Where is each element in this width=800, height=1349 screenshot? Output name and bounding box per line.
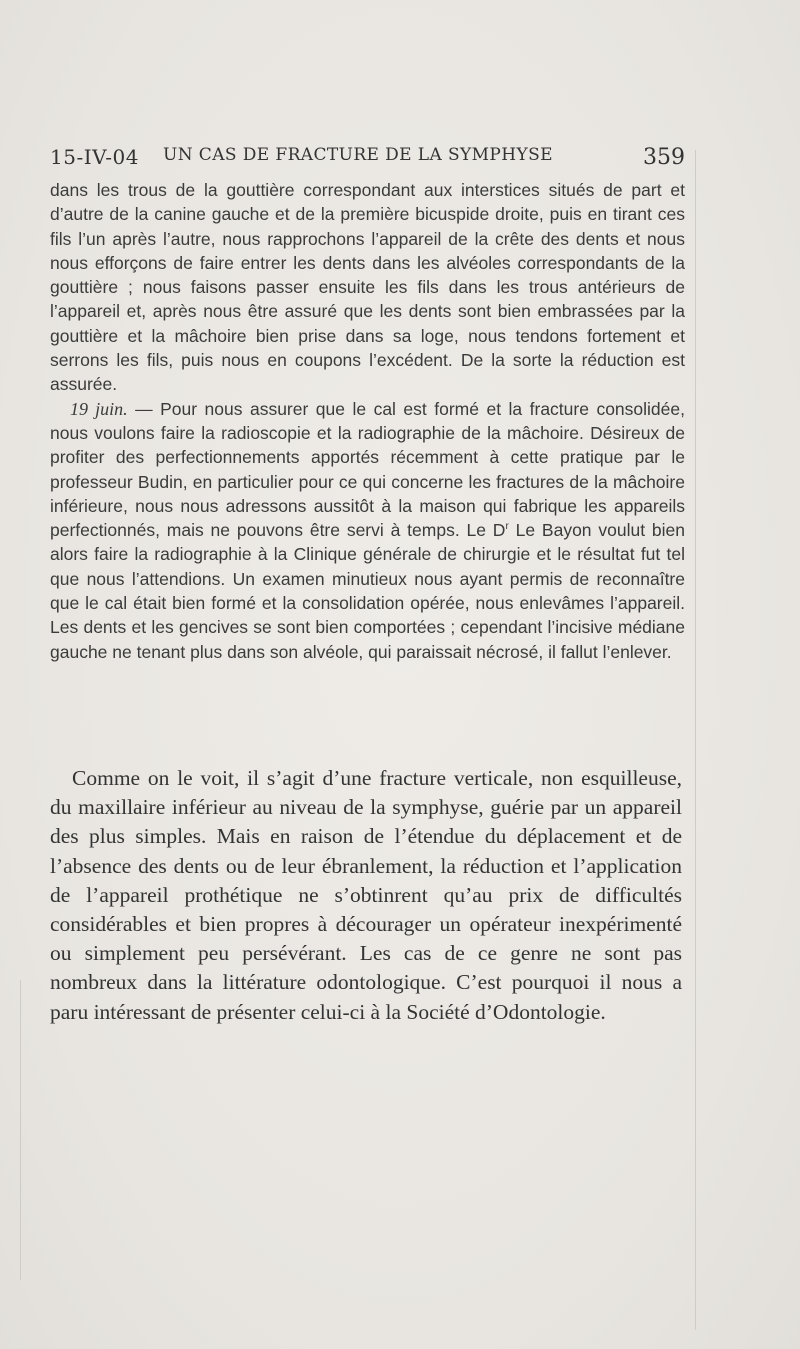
running-header	[50, 140, 685, 176]
doctor-superscript: r	[505, 521, 509, 533]
right-margin-line	[695, 150, 696, 1330]
body-paragraph-1: dans les trous de la gouttière correspondant aux interstices situés de part et d’autre de la canine gauche et de la première bicuspide droite, puis en tirant ces fils l’un après l’autre, nous rapprochons l’appareil de la crête des dents et nous nous efforçons de faire entrer les dents dans les alvéoles correspondants de la gouttière ; nous faisons passer ensuite les fils dans les trous antérieurs de l’appareil et, après nous être assuré que les dents sont bien embrassées par la gouttière et la mâchoire bien prise dans sa loge, nous tendons fortement et serrons les fils, puis nous en coupons l’excédent. De la sorte la réduction est assurée.	[50, 180, 685, 395]
body-text	[50, 178, 685, 664]
entry-date: 19 juin.	[70, 398, 128, 419]
paragraph-2-text-b: Le Bayon voulut bien alors faire la radiographie à la Clinique générale de chirurgie et le résultat fut tel que nous l’attendions. Un examen minutieux nous ayant permis de reconnaître que le cal était bien formé et la consolidation opérée, nous enlevâmes l’appareil. Les dents et les gencives se sont bien comportées ; cependant l’incisive médiane gauche ne tenant plus dans son alvéole, qui paraissait nécrosé, il fallut l’enlever.	[50, 520, 685, 662]
page-number: 359	[643, 145, 685, 170]
header-date: 15-IV-04	[50, 145, 139, 169]
paragraph-2-text-a: — Pour nous assurer que le cal est formé et la fracture consolidée, nous voulons faire la radioscopie et la radiographie de la mâchoire. Désireux de profiter des perfectionnements apportés récemment à cette pratique par le professeur Budin, en particulier pour ce qui concerne les fractures de la mâchoire inférieure, nous nous adressons aussitôt à la maison qui fabrique les appareils perfectionnés, mais ne pouvons être servi à temps. Le D	[50, 398, 685, 541]
body-paragraph-2	[50, 397, 685, 664]
running-title: UN CAS DE FRACTURE DE LA SYMPHYSE	[163, 145, 553, 165]
conclusion-paragraph: Comme on le voit, il s’agit d’une fracture verticale, non esquilleuse, du maxillaire inférieur au niveau de la symphyse, guérie par un appareil des plus simples. Mais en raison de l’étendue du déplacement et de l’absence des dents ou de leur ébranlement, la réduction et l’application de l’appareil prothétique ne s’obtinrent qu’au prix de difficultés considérables et bien propres à décourager un opérateur inexpérimenté ou simplement peu persévérant. Les cas de ce genre ne sont pas nombreux dans la littérature odontologique. C’est pourquoi il nous a paru intéressant de présenter celui-ci à la Société d’Odontologie.	[50, 766, 682, 1024]
left-margin-line	[20, 980, 21, 1280]
